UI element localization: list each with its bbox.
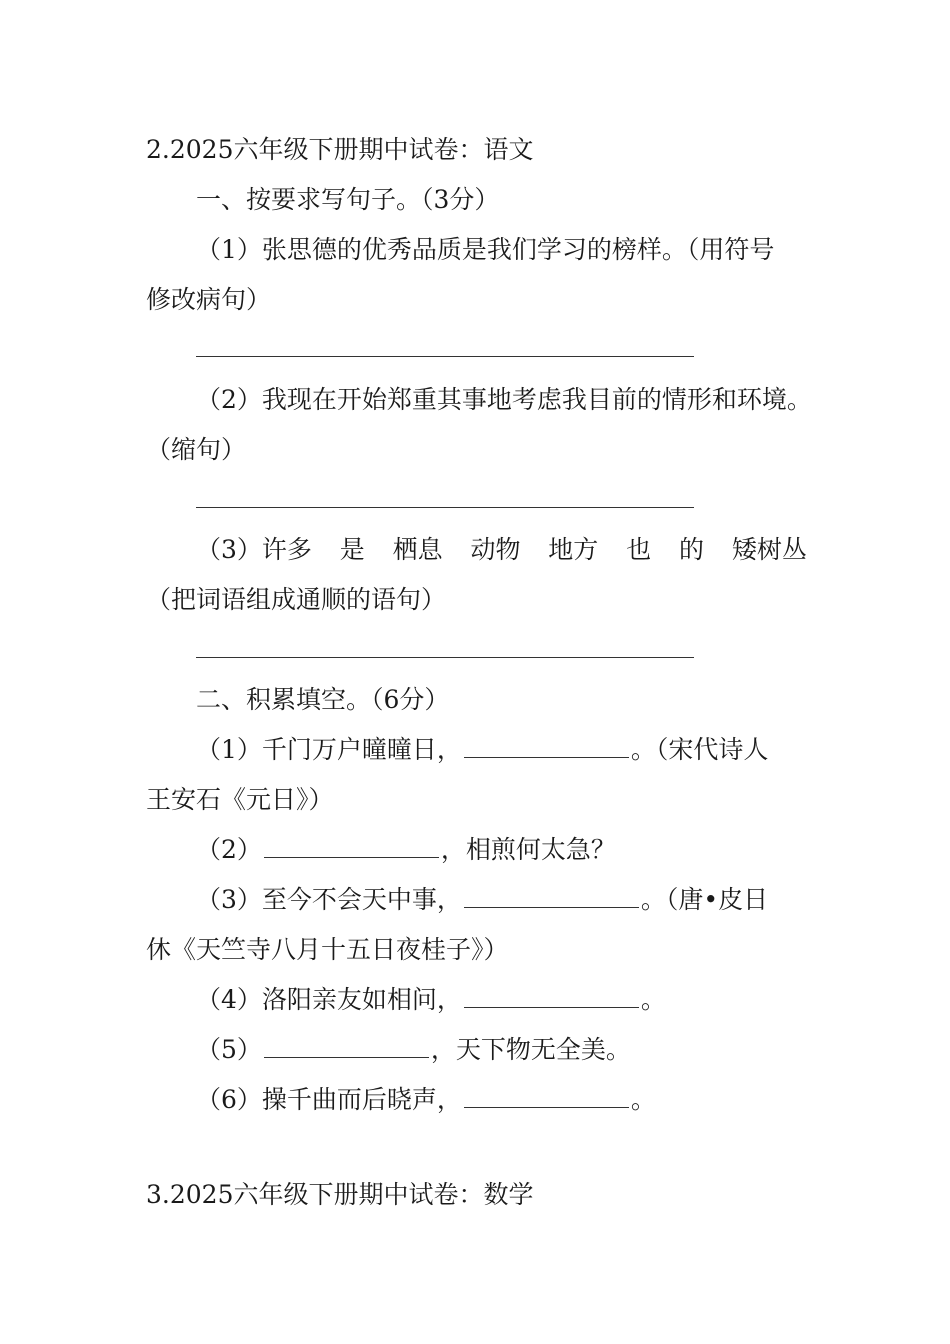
word: 动物 bbox=[470, 535, 521, 564]
question-text: （3）至今不会天中事， bbox=[196, 885, 462, 914]
question-text: 。 bbox=[640, 985, 666, 1014]
question-text: （4）洛阳亲友如相问， bbox=[196, 985, 462, 1014]
question-1-3-cont: （把词语组成通顺的语句） bbox=[146, 585, 447, 614]
answer-line-2[interactable] bbox=[196, 507, 694, 508]
question-2-1-cont: 王安石《元日》） bbox=[146, 785, 334, 814]
answer-line-1[interactable] bbox=[196, 356, 694, 357]
question-1-1-cont: 修改病句） bbox=[146, 285, 272, 314]
question-2-2 bbox=[196, 835, 616, 865]
question-text: 。（宋代诗人 bbox=[630, 735, 769, 764]
word: 许多 bbox=[261, 535, 312, 564]
part2-heading: 二、积累填空。（6分） bbox=[196, 685, 450, 714]
question-1-2: （2）我现在开始郑重其事地考虑我目前的情形和环境。 bbox=[196, 385, 812, 414]
question-2-3-cont: 休《天竺寺八月十五日夜桂子》） bbox=[146, 935, 509, 964]
question-text: （6）操千曲而后晓声， bbox=[196, 1085, 462, 1114]
question-text: ，相煎何太急？ bbox=[440, 835, 616, 864]
question-1-1: （1）张思德的优秀品质是我们学习的榜样。（用符号 bbox=[196, 235, 775, 264]
section-title-math: 3.2025六年级下册期中试卷：数学 bbox=[146, 1180, 534, 1209]
fill-blank[interactable] bbox=[264, 1035, 429, 1058]
word: 栖息 bbox=[392, 535, 443, 564]
section-title-chinese: 2.2025六年级下册期中试卷：语文 bbox=[146, 135, 534, 164]
answer-line-3[interactable] bbox=[196, 657, 694, 658]
question-text: 。 bbox=[630, 1085, 656, 1114]
question-text: 。（唐•皮日 bbox=[640, 885, 769, 914]
question-text: （1）千门万户曈曈日， bbox=[196, 735, 462, 764]
question-text: ，天下物无全美。 bbox=[430, 1035, 631, 1064]
word: 地方 bbox=[548, 535, 599, 564]
question-1-3-prefix: （3） bbox=[196, 535, 262, 564]
fill-blank[interactable] bbox=[464, 985, 639, 1008]
question-2-6 bbox=[196, 1085, 656, 1115]
word: 矮树丛 bbox=[731, 535, 807, 564]
question-text: （5） bbox=[196, 1035, 262, 1064]
fill-blank[interactable] bbox=[264, 835, 439, 858]
question-2-1 bbox=[196, 735, 768, 765]
word: 的 bbox=[678, 535, 704, 564]
fill-blank[interactable] bbox=[464, 1085, 629, 1108]
question-2-5 bbox=[196, 1035, 631, 1065]
part1-heading: 一、按要求写句子。（3分） bbox=[196, 185, 500, 214]
word-list bbox=[262, 535, 807, 565]
word: 是 bbox=[339, 535, 365, 564]
question-1-2-cont: （缩句） bbox=[146, 435, 247, 464]
fill-blank[interactable] bbox=[464, 885, 639, 908]
question-1-3 bbox=[196, 535, 807, 565]
fill-blank[interactable] bbox=[464, 735, 629, 758]
question-2-3 bbox=[196, 885, 768, 915]
word: 也 bbox=[626, 535, 652, 564]
question-text: （2） bbox=[196, 835, 262, 864]
question-2-4 bbox=[196, 985, 666, 1015]
